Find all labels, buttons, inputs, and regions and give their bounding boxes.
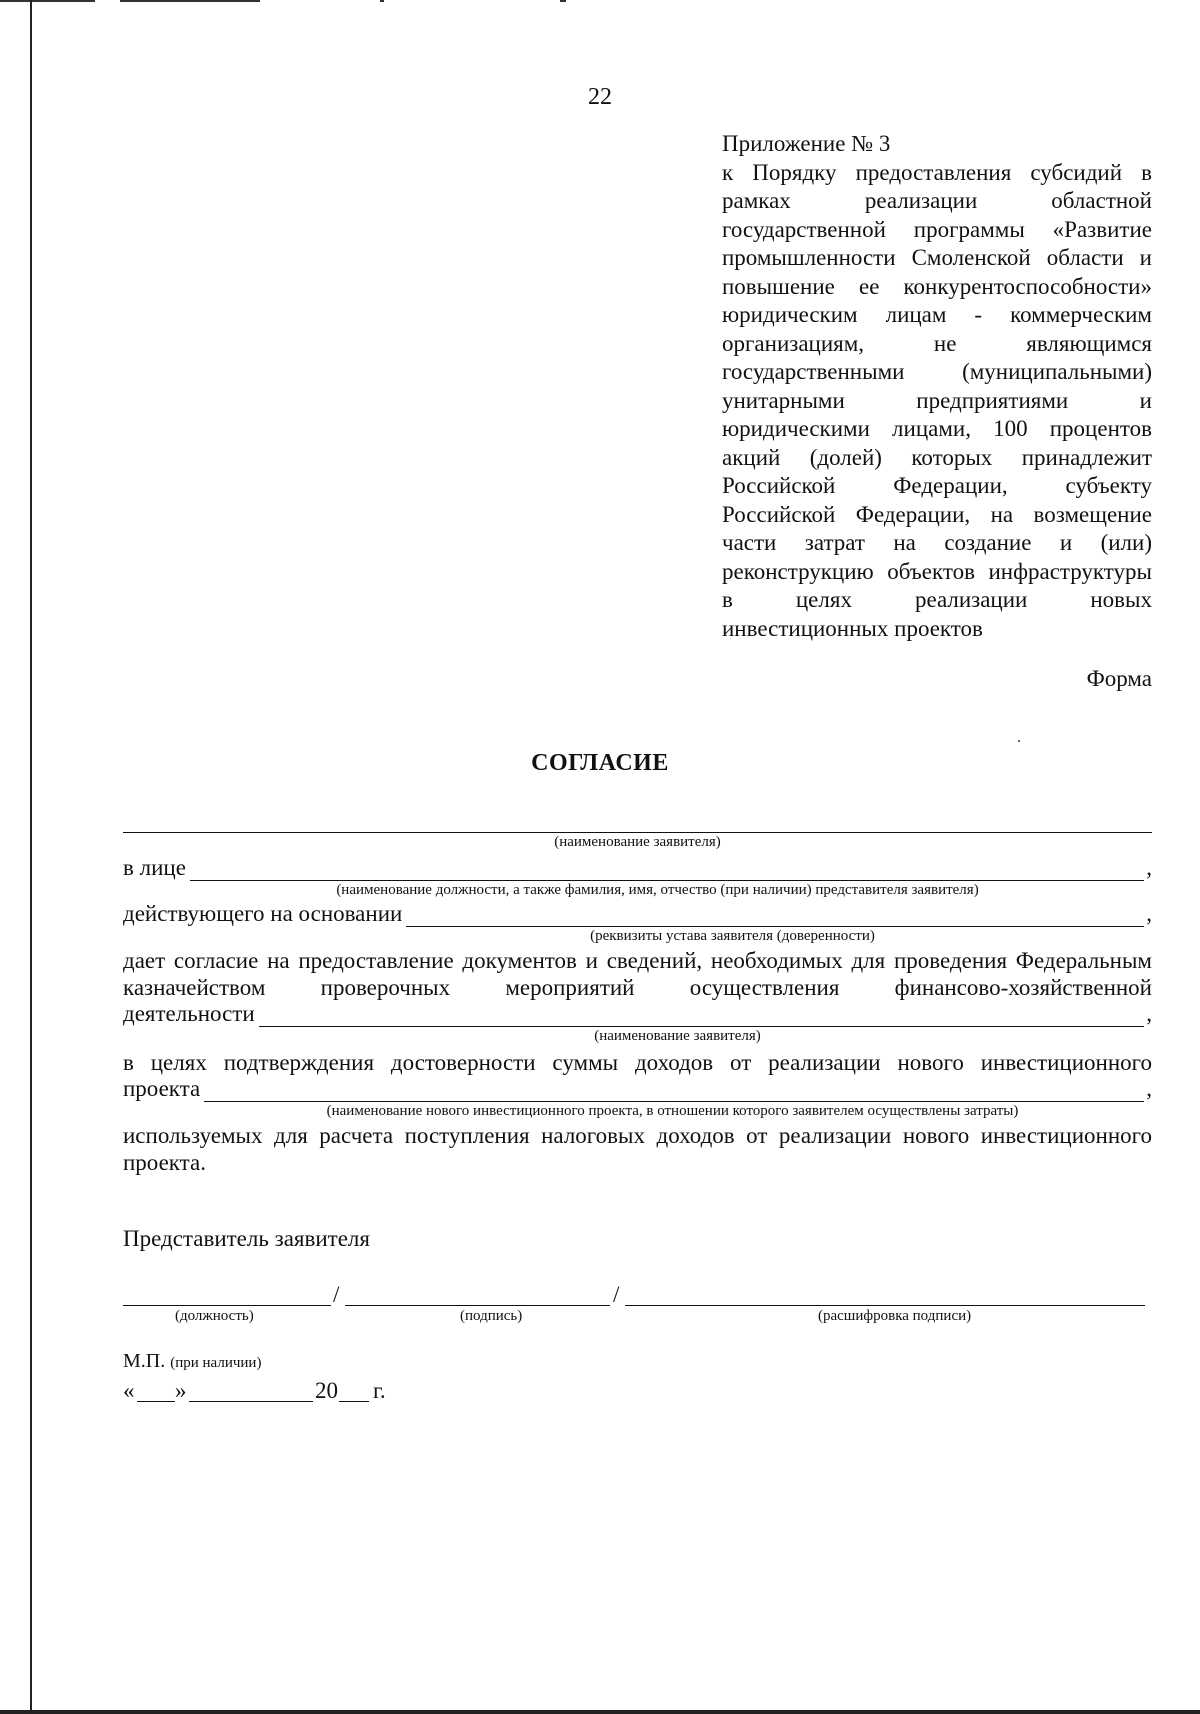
separator-slash: / [613, 1282, 620, 1307]
purpose-text: в целях подтверждения достоверности суммы доходов от реализации нового инвестиционного [123, 1050, 1152, 1075]
scan-artifact-bottom-border [0, 1710, 1200, 1714]
scan-artifact-top [0, 0, 1200, 3]
stamp-place [123, 1350, 261, 1373]
scan-artifact-left-border [30, 0, 32, 1714]
signature-captions [123, 1308, 1145, 1328]
caption-charter: (реквизиты устава заявителя (доверенности) [590, 928, 875, 944]
comma: , [1146, 855, 1152, 880]
project-label: проекта [123, 1076, 201, 1101]
appendix-title: Приложение № 3 [722, 131, 891, 156]
activity-row [123, 1001, 1152, 1027]
mp-label: М.П. [123, 1350, 166, 1372]
signature-row [123, 1282, 1145, 1306]
date-day-field[interactable] [137, 1399, 175, 1402]
document-heading: СОГЛАСИЕ [531, 750, 669, 776]
caption-project: (наименование нового инвестиционного проекта, в отношении которого заявителем осуществлены затраты) [326, 1103, 1019, 1119]
signature-decoding-field[interactable] [625, 1285, 1145, 1306]
appendix-text: к Порядку предоставления субсидий в рамках реализации областной государственной программы «Развитие промышленности Смоленской области и повышение ее конкурентоспособности» юридическим лицам - коммерческим организациям, не являющимся государственными (муниципальными) унитарными предприятиями и юридическими лицами, 100 процентов акций (долей) которых принадлежит Российской Федерации, субъекту Российской Федерации, на возмещение части затрат на создание и (или) реконструкцию объектов инфраструктуры в целях реализации новых инвестиционных проектов [722, 159, 1152, 641]
charter-field[interactable] [406, 906, 1144, 927]
date-row [123, 1378, 443, 1408]
consent-form [123, 820, 1152, 1176]
activity-label: деятельности [123, 1001, 255, 1026]
consent-text: дает согласие на предоставление документов и сведений, необходимых для проведения Федеральным казначейством проверочных мероприятий осуществления финансово-хозяйственной [123, 948, 1152, 1000]
comma: , [1146, 1076, 1152, 1101]
representative-label: Представитель заявителя [123, 1226, 370, 1251]
signature-field[interactable] [345, 1285, 610, 1306]
form-label: Форма [1086, 666, 1152, 691]
acting-basis-label: действующего на основании [123, 901, 403, 926]
project-name-field[interactable] [204, 1081, 1144, 1102]
caption-signature-decoding: (расшифровка подписи) [818, 1308, 972, 1324]
in-person-label: в лице [123, 855, 186, 880]
representative-field[interactable] [190, 860, 1144, 881]
in-person-row [123, 855, 1152, 881]
date-open-quote: « [123, 1378, 135, 1403]
mp-note: (при наличии) [170, 1355, 262, 1371]
date-year-prefix: 20 [315, 1378, 338, 1403]
used-for-text: используемых для расчета поступления налоговых доходов от реализации нового инвестиционного проекта. [123, 1123, 1152, 1175]
comma: , [1146, 901, 1152, 926]
date-year-suffix: г. [373, 1378, 386, 1403]
caption-applicant-name-2: (наименование заявителя) [594, 1028, 761, 1044]
appendix-block [722, 130, 1152, 643]
activity-applicant-field[interactable] [259, 1006, 1145, 1027]
comma: , [1146, 1001, 1152, 1026]
applicant-name-line[interactable] [123, 820, 1152, 833]
caption-signature: (подпись) [460, 1308, 523, 1324]
caption-representative: (наименование должности, а также фамилия, имя, отчество (при наличии) представителя заявителя) [336, 882, 979, 898]
date-month-field[interactable] [189, 1399, 313, 1402]
page-number: 22 [588, 84, 612, 110]
date-year-field[interactable] [339, 1399, 369, 1402]
project-row [123, 1076, 1152, 1102]
separator-slash: / [333, 1282, 340, 1307]
scan-speck [1018, 740, 1020, 742]
position-signature-field[interactable] [123, 1285, 331, 1306]
caption-applicant-name: (наименование заявителя) [554, 834, 721, 850]
acting-basis-row [123, 901, 1152, 927]
caption-position: (должность) [175, 1308, 254, 1324]
date-close-quote: » [175, 1378, 187, 1403]
